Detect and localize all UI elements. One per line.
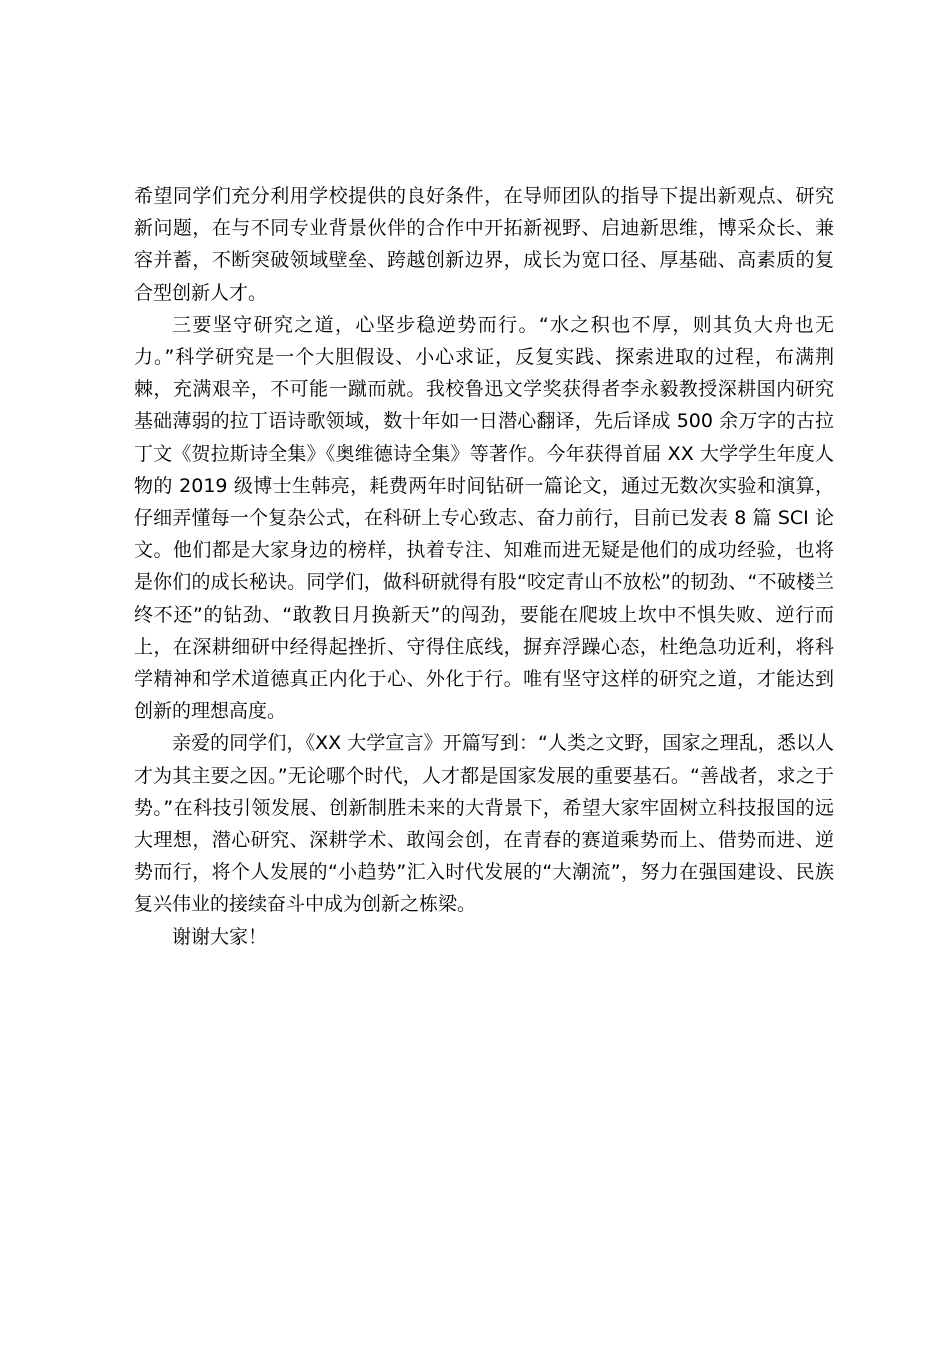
document-page bbox=[134, 180, 834, 953]
paragraph-closing-appeal: 亲爱的同学们，《XX 大学宣言》开篇写到：“人类之文野，国家之理乱，悉以人才为其主要之因。”无论哪个时代，人才都是国家发展的重要基石。“善战者，求之于势。”在科技引领发展、创新制胜未来的大背景下，希望大家牢固树立科技报国的远大理想，潜心研究、深耕学术、敢闯会创，在青春的赛道乘势而上、借势而进、逆势而行，将个人发展的“小趋势”汇入时代发展的“大潮流”，努力在强国建设、民族复兴伟业的接续奋斗中成为创新之栋梁。 bbox=[134, 732, 834, 916]
paragraph-research-path: 三要坚守研究之道，心坚步稳逆势而行。“水之积也不厚，则其负大舟也无力。”科学研究是一个大胆假设、小心求证，反复实践、探索进取的过程，布满荆棘，充满艰辛，不可能一蹴而就。我校鲁迅文学奖获得者李永毅教授深耕国内研究基础薄弱的拉丁语诗歌领域，数十年如一日潜心翻译，先后译成 500 余万字的古拉丁文《贺拉斯诗全集》《奥维德诗全集》等著作。今年获得首届 XX 大学学生年度人物的 2019 级博士生韩亮，耗费两年时间钻研一篇论文，通过无数次实验和演算，仔细弄懂每一个复杂公式，在科研上专心致志、奋力前行，目前已发表 8 篇 SCI 论文。他们都是大家身边的榜样，执着专注、知难而进无疑是他们的成功经验，也将是你们的成长秘诀。同学们，做科研就得有股“咬定青山不放松”的韧劲、“不破楼兰终不还”的钻劲、“敢教日月换新天”的闯劲，要能在爬坡上坎中不惧失败、逆行而上，在深耕细研中经得起挫折、守得住底线，摒弃浮躁心态，杜绝急功近利，将科学精神和学术道德真正内化于心、外化于行。唯有坚守这样的研究之道，才能达到创新的理想高度。 bbox=[134, 313, 834, 723]
paragraph-continuation: 希望同学们充分利用学校提供的良好条件，在导师团队的指导下提出新观点、研究新问题，在与不同专业背景伙伴的合作中开拓新视野、启迪新思维，博采众长、兼容并蓄，不断突破领域壁垒、跨越创新边界，成长为宽口径、厚基础、高素质的复合型创新人才。 bbox=[134, 185, 834, 304]
paragraph-thanks: 谢谢大家！ bbox=[172, 925, 268, 948]
